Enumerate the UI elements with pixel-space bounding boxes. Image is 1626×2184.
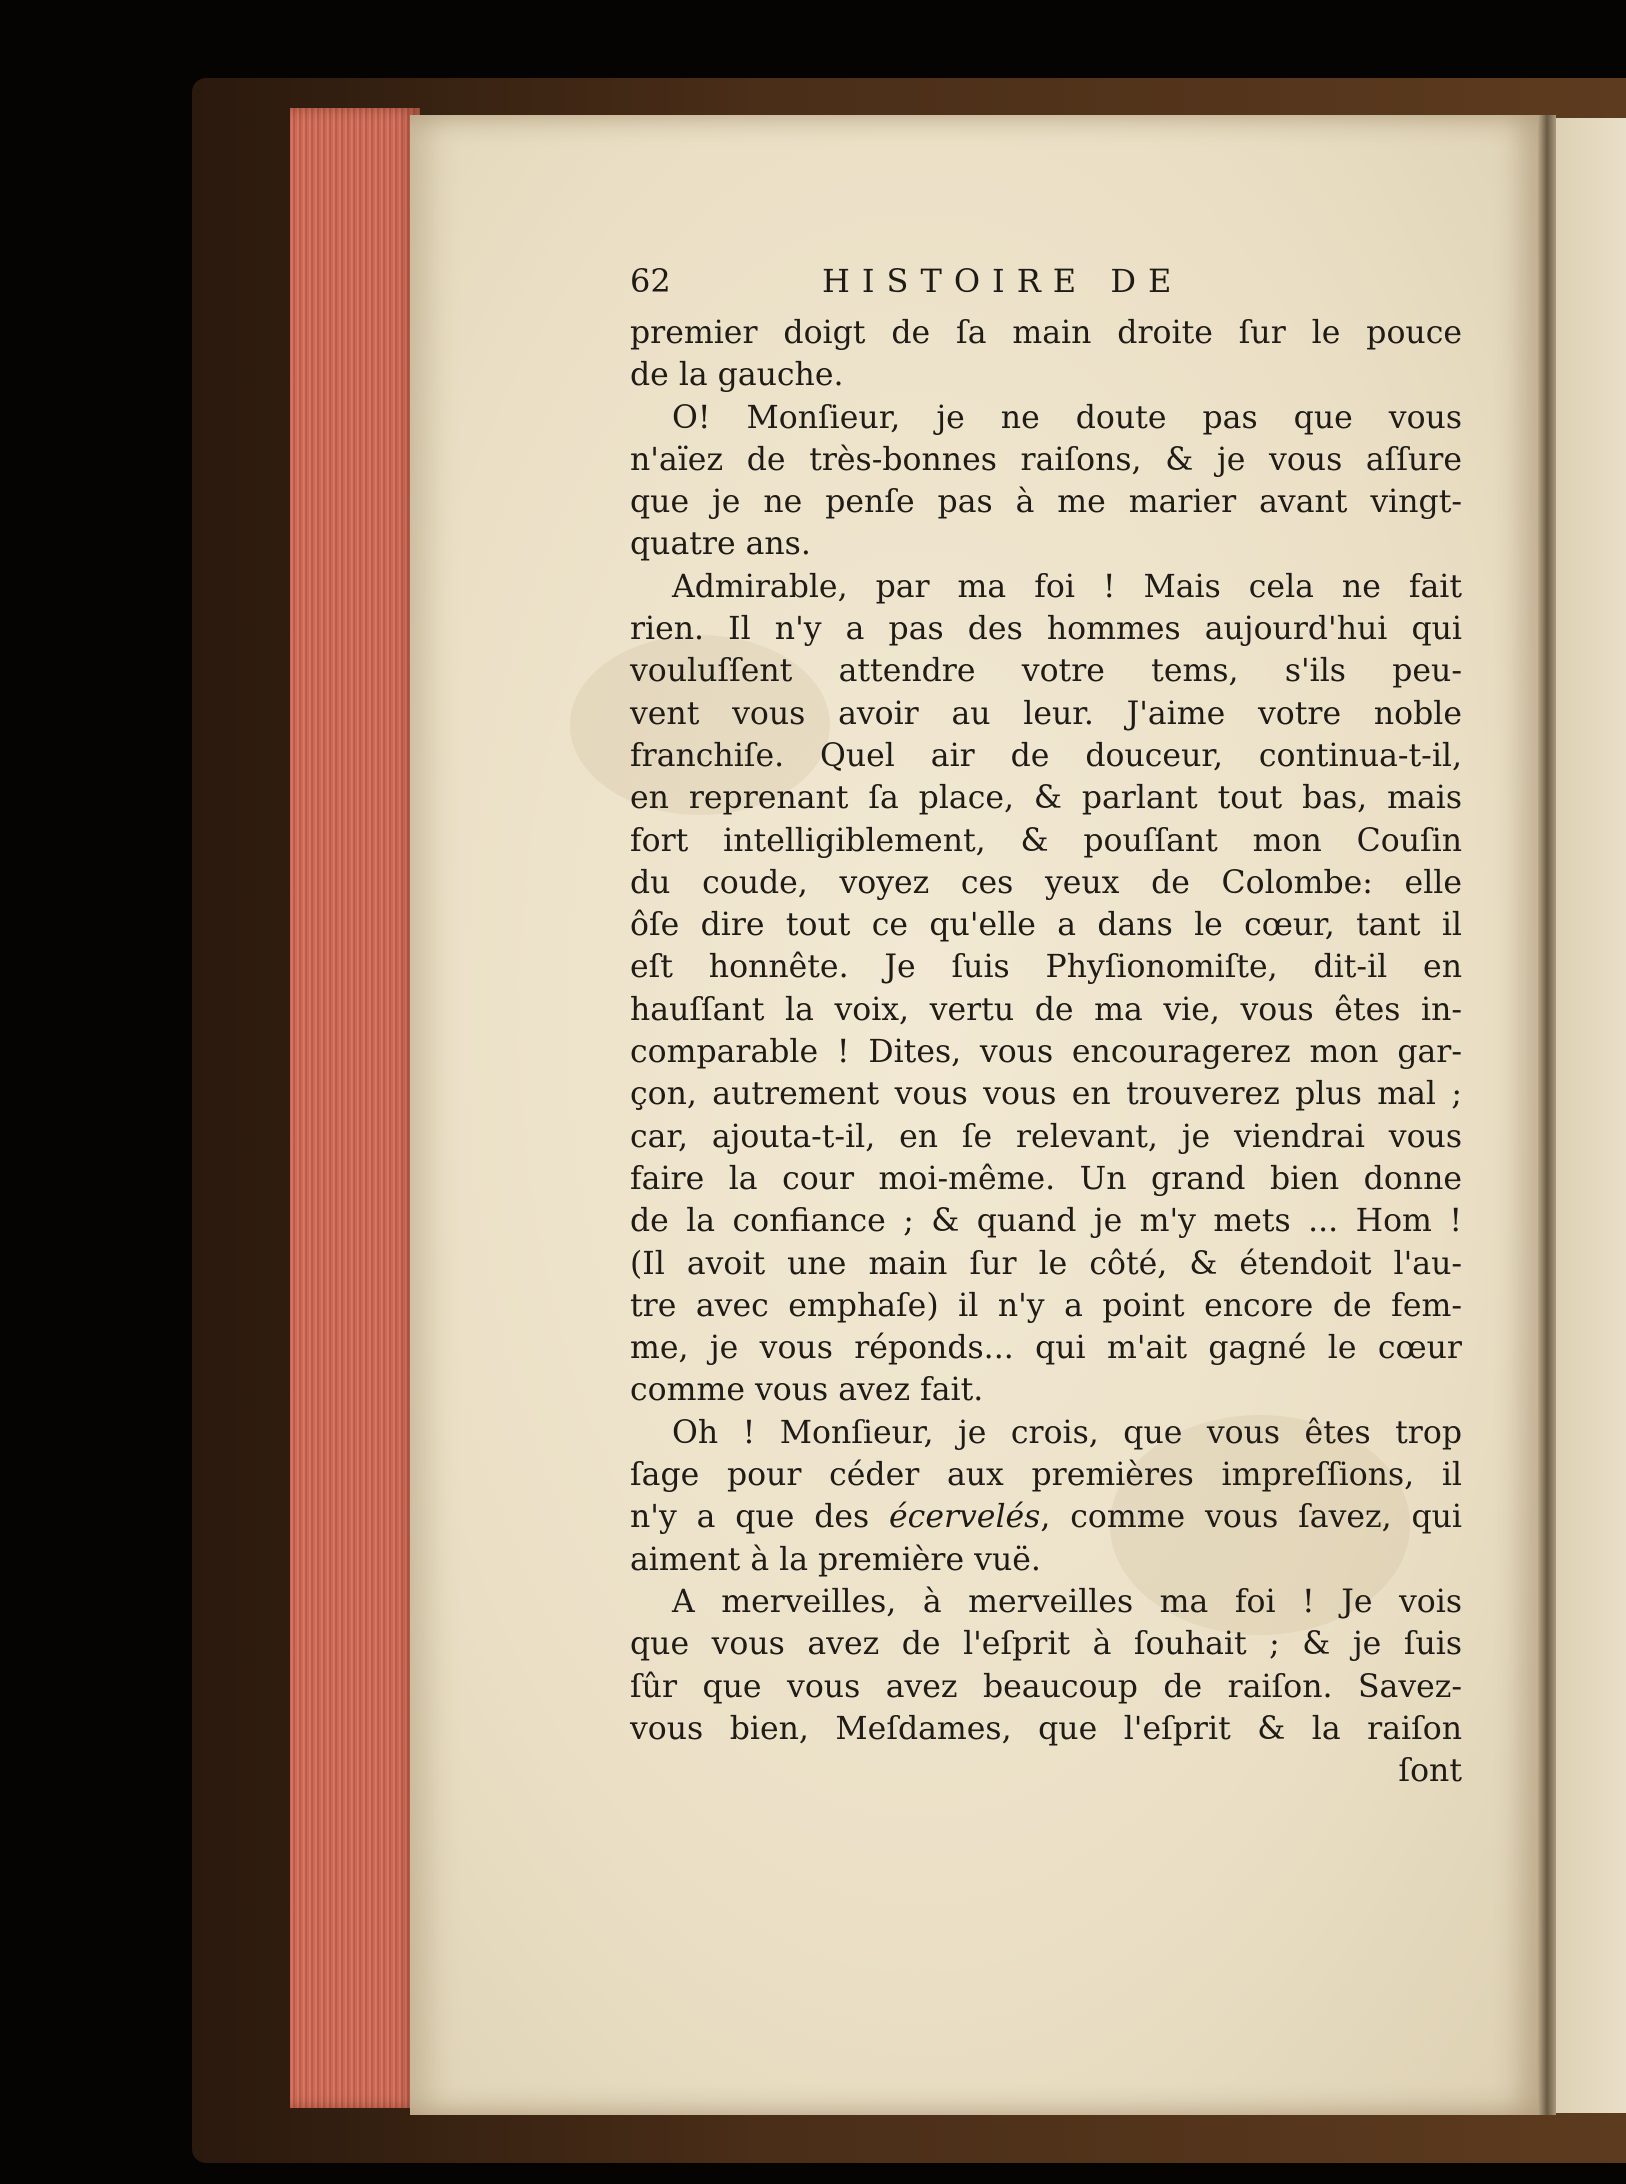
text-line: ſage pour céder aux premières impreſſions, il xyxy=(630,1457,1462,1494)
text-line: hauſſant la voix, vertu de ma vie, vous êtes in- xyxy=(630,991,1462,1028)
text-line: (Il avoit une main ſur le côté, & étendoit l'au- xyxy=(630,1245,1462,1282)
text-line: Oh ! Monſieur, je crois, que vous êtes trop xyxy=(672,1414,1462,1451)
text-line: A merveilles, à merveilles ma foi ! Je vois xyxy=(672,1583,1462,1620)
text-line: aiment à la première vuë. xyxy=(630,1541,1041,1578)
text-line: çon, autrement vous vous en trouverez plus mal ; xyxy=(630,1076,1462,1113)
text-line: que vous avez de l'eſprit à ſouhait ; & je ſuis xyxy=(630,1626,1462,1663)
text-line: rien. Il n'y a pas des hommes aujourd'hui qui xyxy=(630,611,1462,648)
text-line: comparable ! Dites, vous encouragerez mon gar- xyxy=(630,1034,1462,1071)
text-line: n'aïez de très-bonnes raiſons, & je vous aſſure xyxy=(630,441,1462,478)
text-line: ſûr que vous avez beaucoup de raiſon. Savez- xyxy=(630,1668,1462,1705)
text-block xyxy=(630,312,1462,1792)
text-line: franchiſe. Quel air de douceur, continua-t-il, xyxy=(630,737,1462,774)
text-line: vent vous avoir au leur. J'aime votre noble xyxy=(630,695,1462,732)
text-line: Admirable, par ma foi ! Mais cela ne fait xyxy=(672,568,1462,605)
text-line: eſt honnête. Je ſuis Phyſionomiſte, dit-il en xyxy=(630,949,1462,986)
text-line: faire la cour moi-même. Un grand bien donne xyxy=(630,1160,1462,1197)
page-number: 62 xyxy=(630,262,671,300)
text-line: vouluſſent attendre votre tems, s'ils peu- xyxy=(630,653,1462,690)
text-line: en reprenant ſa place, & parlant tout bas, mais xyxy=(630,780,1462,817)
book-gutter xyxy=(1538,115,1556,2115)
text-line: de la confiance ; & quand je m'y mets ... Hom ! xyxy=(630,1203,1462,1240)
text-line: que je ne penſe pas à me marier avant vingt- xyxy=(630,484,1462,521)
text-line: quatre ans. xyxy=(630,526,811,563)
text-segment: n'y a que des xyxy=(630,1499,890,1536)
page-header xyxy=(630,262,1290,306)
text-line: du coude, voyez ces yeux de Colombe: elle xyxy=(630,864,1462,901)
text-line: ôſe dire tout ce qu'elle a dans le cœur, tant il xyxy=(630,907,1462,944)
text-line: premier doigt de ſa main droite ſur le pouce xyxy=(630,315,1462,351)
text-line: O! Monſieur, je ne doute pas que vous xyxy=(672,399,1462,436)
text-line: fort intelligiblement, & pouſſant mon Couſin xyxy=(630,822,1462,859)
text-segment: , comme vous ſavez, qui xyxy=(1040,1499,1463,1536)
text-line: vous bien, Meſdames, que l'eſprit & la raiſon xyxy=(630,1710,1462,1747)
text-line: me, je vous réponds... qui m'ait gagné le cœur xyxy=(630,1330,1462,1367)
text-line xyxy=(630,1496,1462,1538)
running-title: HISTOIRE DE xyxy=(822,262,1184,300)
page-edges xyxy=(290,108,420,2108)
text-line: car, ajouta-t-il, en ſe relevant, je viendrai vous xyxy=(630,1118,1462,1155)
text-line: comme vous avez fait. xyxy=(630,1372,984,1409)
facing-page-edge xyxy=(1556,118,1626,2113)
italic-word: écervelés xyxy=(889,1499,1041,1536)
text-line: de la gauche. xyxy=(630,357,844,394)
catchword: ſont xyxy=(1398,1753,1462,1790)
text-line: tre avec emphaſe) il n'y a point encore de fem- xyxy=(630,1287,1462,1324)
